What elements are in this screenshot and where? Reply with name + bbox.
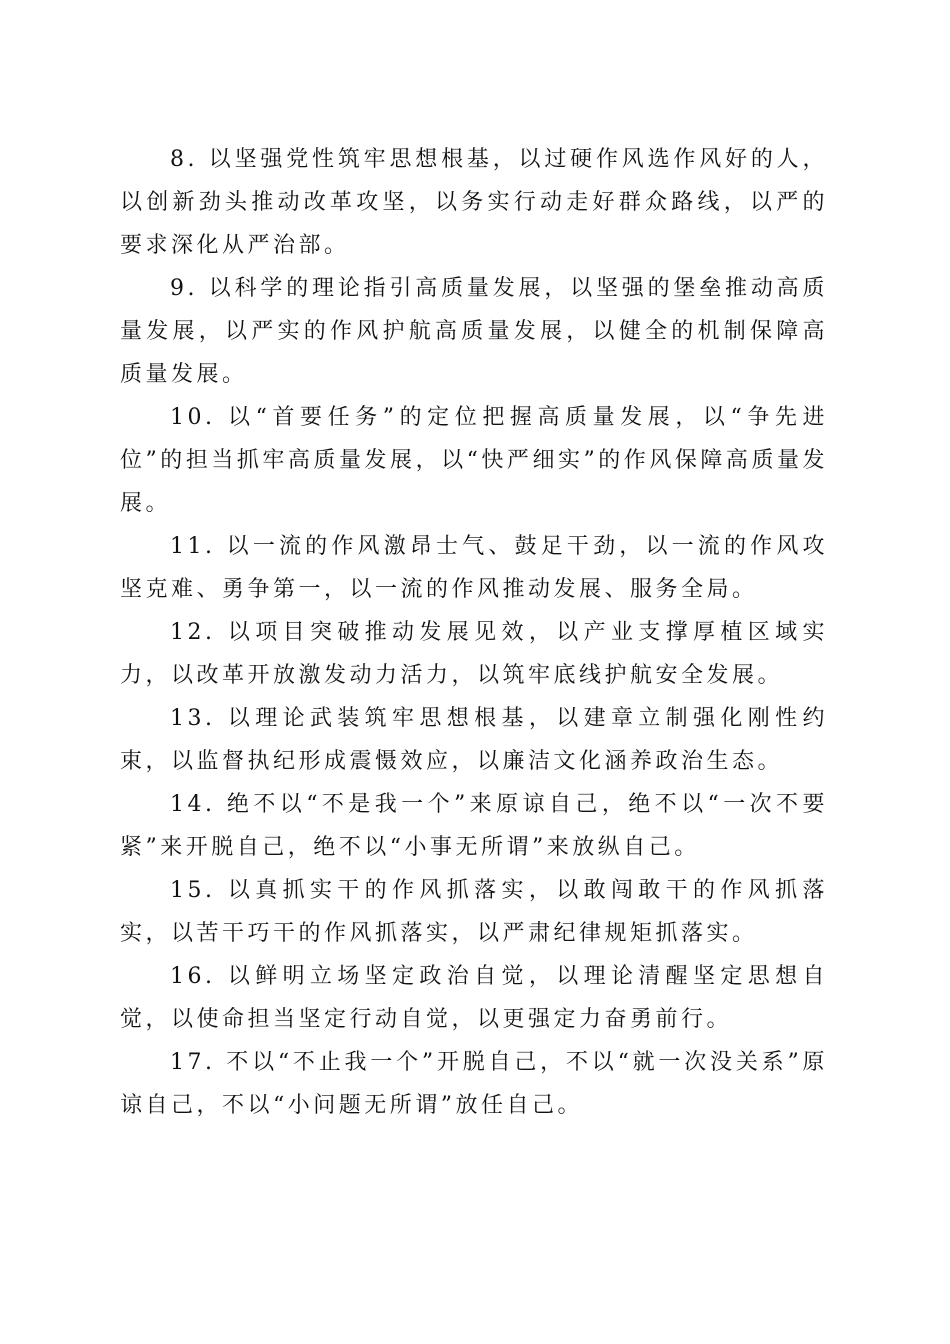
paragraph-9: 9. 以科学的理论指引高质量发展，以坚强的堡垒推动高质量发展，以严实的作风护航高质量发展，以健全的机制保障高质量发展。 <box>120 276 828 387</box>
paragraph-11: 11. 以一流的作风激昂士气、鼓足干劲，以一流的作风攻坚克难、勇争第一，以一流的作风推动发展、服务全局。 <box>120 534 828 602</box>
paragraph-13: 13. 以理论武装筑牢思想根基，以建章立制强化刚性约束，以监督执纪形成震慑效应，以廉洁文化涵养政治生态。 <box>120 706 828 774</box>
paragraph-16: 16. 以鲜明立场坚定政治自觉，以理论清醒坚定思想自觉，以使命担当坚定行动自觉，以更强定力奋勇前行。 <box>120 964 828 1032</box>
paragraph-17: 17. 不以“不止我一个”开脱自己，不以“就一次没关系”原谅自己，不以“小问题无所谓”放任自己。 <box>120 1050 828 1118</box>
document-body <box>120 138 828 1127</box>
paragraph-14: 14. 绝不以“不是我一个”来原谅自己，绝不以“一次不要紧”来开脱自己，绝不以“小事无所谓”来放纵自己。 <box>120 792 828 860</box>
paragraph-12: 12. 以项目突破推动发展见效，以产业支撑厚植区域实力，以改革开放激发动力活力，以筑牢底线护航安全发展。 <box>120 620 828 688</box>
paragraph-15: 15. 以真抓实干的作风抓落实，以敢闯敢干的作风抓落实，以苦干巧干的作风抓落实，以严肃纪律规矩抓落实。 <box>120 878 828 946</box>
paragraph-8: 8. 以坚强党性筑牢思想根基，以过硬作风选作风好的人，以创新劲头推动改革攻坚，以务实行动走好群众路线，以严的要求深化从严治部。 <box>120 147 828 258</box>
paragraph-10: 10. 以“首要任务”的定位把握高质量发展，以“争先进位”的担当抓牢高质量发展，以“快严细实”的作风保障高质量发展。 <box>120 405 828 516</box>
